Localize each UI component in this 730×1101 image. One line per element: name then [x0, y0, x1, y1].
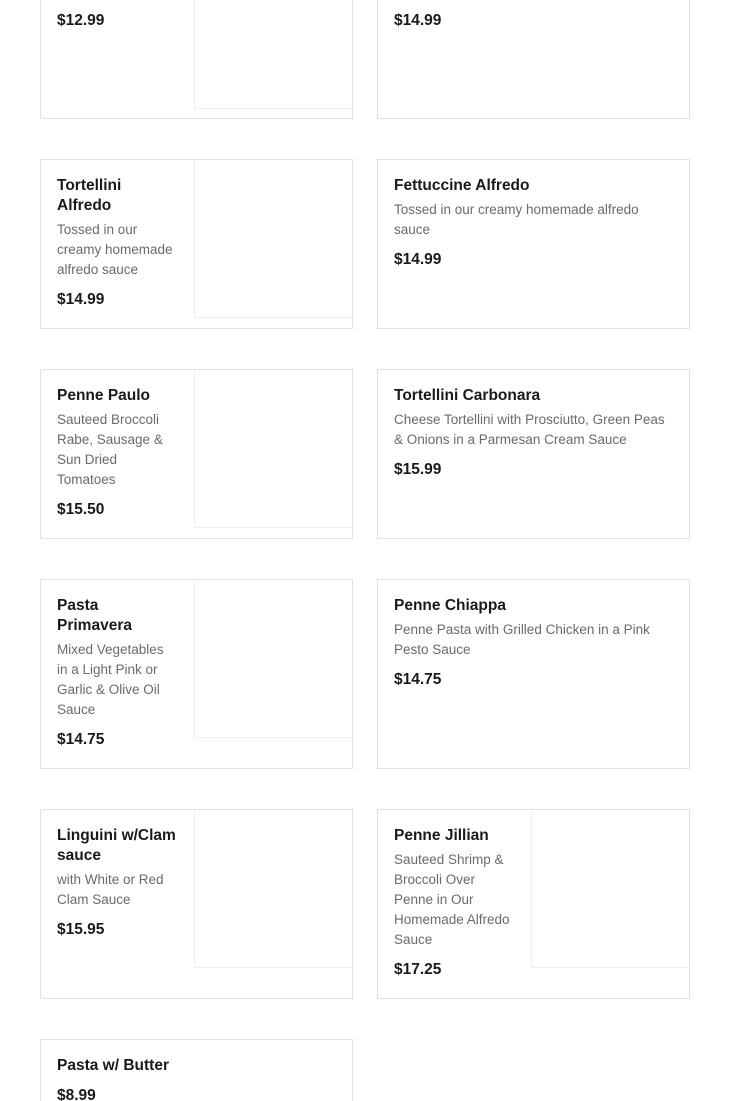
- menu-item-name: Tortellini Alfredo: [57, 177, 122, 214]
- menu-item-price: $8.99: [57, 1087, 96, 1101]
- menu-item-name: Pasta w/ Butter: [57, 1057, 169, 1074]
- menu-item-card[interactable]: [377, 579, 690, 769]
- menu-item-card[interactable]: [377, 369, 690, 539]
- menu-item-price: $15.95: [57, 921, 105, 938]
- menu-item-image: [194, 160, 352, 318]
- menu-item-card[interactable]: [40, 1039, 353, 1101]
- menu-item-price: $12.99: [57, 12, 105, 29]
- menu-item-card[interactable]: [377, 809, 690, 999]
- menu-item-image: [194, 810, 352, 968]
- menu-item-description: Penne Pasta with Grilled Chicken in a Pink Pesto Sauce: [394, 622, 650, 657]
- menu-item-card[interactable]: [40, 369, 353, 539]
- menu-item-card[interactable]: [40, 0, 353, 119]
- menu-item-price: $14.99: [394, 12, 442, 29]
- menu-item-image: [194, 0, 352, 109]
- menu-item-card[interactable]: [40, 579, 353, 769]
- menu-item-description: Cheese Tortellini with Prosciutto, Green Peas & Onions in a Parmesan Cream Sauce: [394, 412, 665, 447]
- menu-item-name: Penne Chiappa: [394, 597, 506, 614]
- menu-item-description: Sauteed Shrimp & Broccoli Over Penne in Our Homemade Alfredo Sauce: [394, 852, 510, 947]
- menu-item-price: $14.75: [57, 731, 105, 748]
- menu-item-price: $15.50: [57, 501, 105, 518]
- menu-item-name: Tortellini Carbonara: [394, 387, 541, 404]
- menu-item-image: [194, 580, 352, 738]
- menu-item-card[interactable]: [377, 159, 690, 329]
- menu-item-image: [531, 810, 689, 968]
- menu-item-card[interactable]: [377, 0, 690, 119]
- menu-item-image: [194, 370, 352, 528]
- menu-item-name: Linguini w/Clam sauce: [57, 827, 176, 864]
- menu-item-name: Penne Jillian: [394, 827, 489, 844]
- menu-item-card[interactable]: [40, 809, 353, 999]
- menu-item-description: with White or Red Clam Sauce: [57, 872, 164, 907]
- menu-item-price: $15.99: [394, 461, 442, 478]
- menu-item-description: Tossed in our creamy homemade alfredo sauce: [394, 202, 639, 237]
- menu-item-price: $14.99: [57, 291, 105, 308]
- menu-item-description: Mixed Vegetables in a Light Pink or Garlic & Olive Oil Sauce: [57, 642, 164, 717]
- menu-item-name: Fettuccine Alfredo: [394, 177, 530, 194]
- menu-item-card[interactable]: [40, 159, 353, 329]
- menu-item-description: Sauteed Broccoli Rabe, Sausage & Sun Dried Tomatoes: [57, 412, 163, 487]
- menu-item-price: $17.25: [394, 961, 442, 978]
- menu-item-price: $14.99: [394, 251, 442, 268]
- menu-item-price: $14.75: [394, 671, 442, 688]
- menu-item-name: Penne Paulo: [57, 387, 151, 404]
- menu-item-description: Tossed in our creamy homemade alfredo sauce: [57, 222, 173, 277]
- menu-item-name: Pasta Primavera: [57, 597, 132, 634]
